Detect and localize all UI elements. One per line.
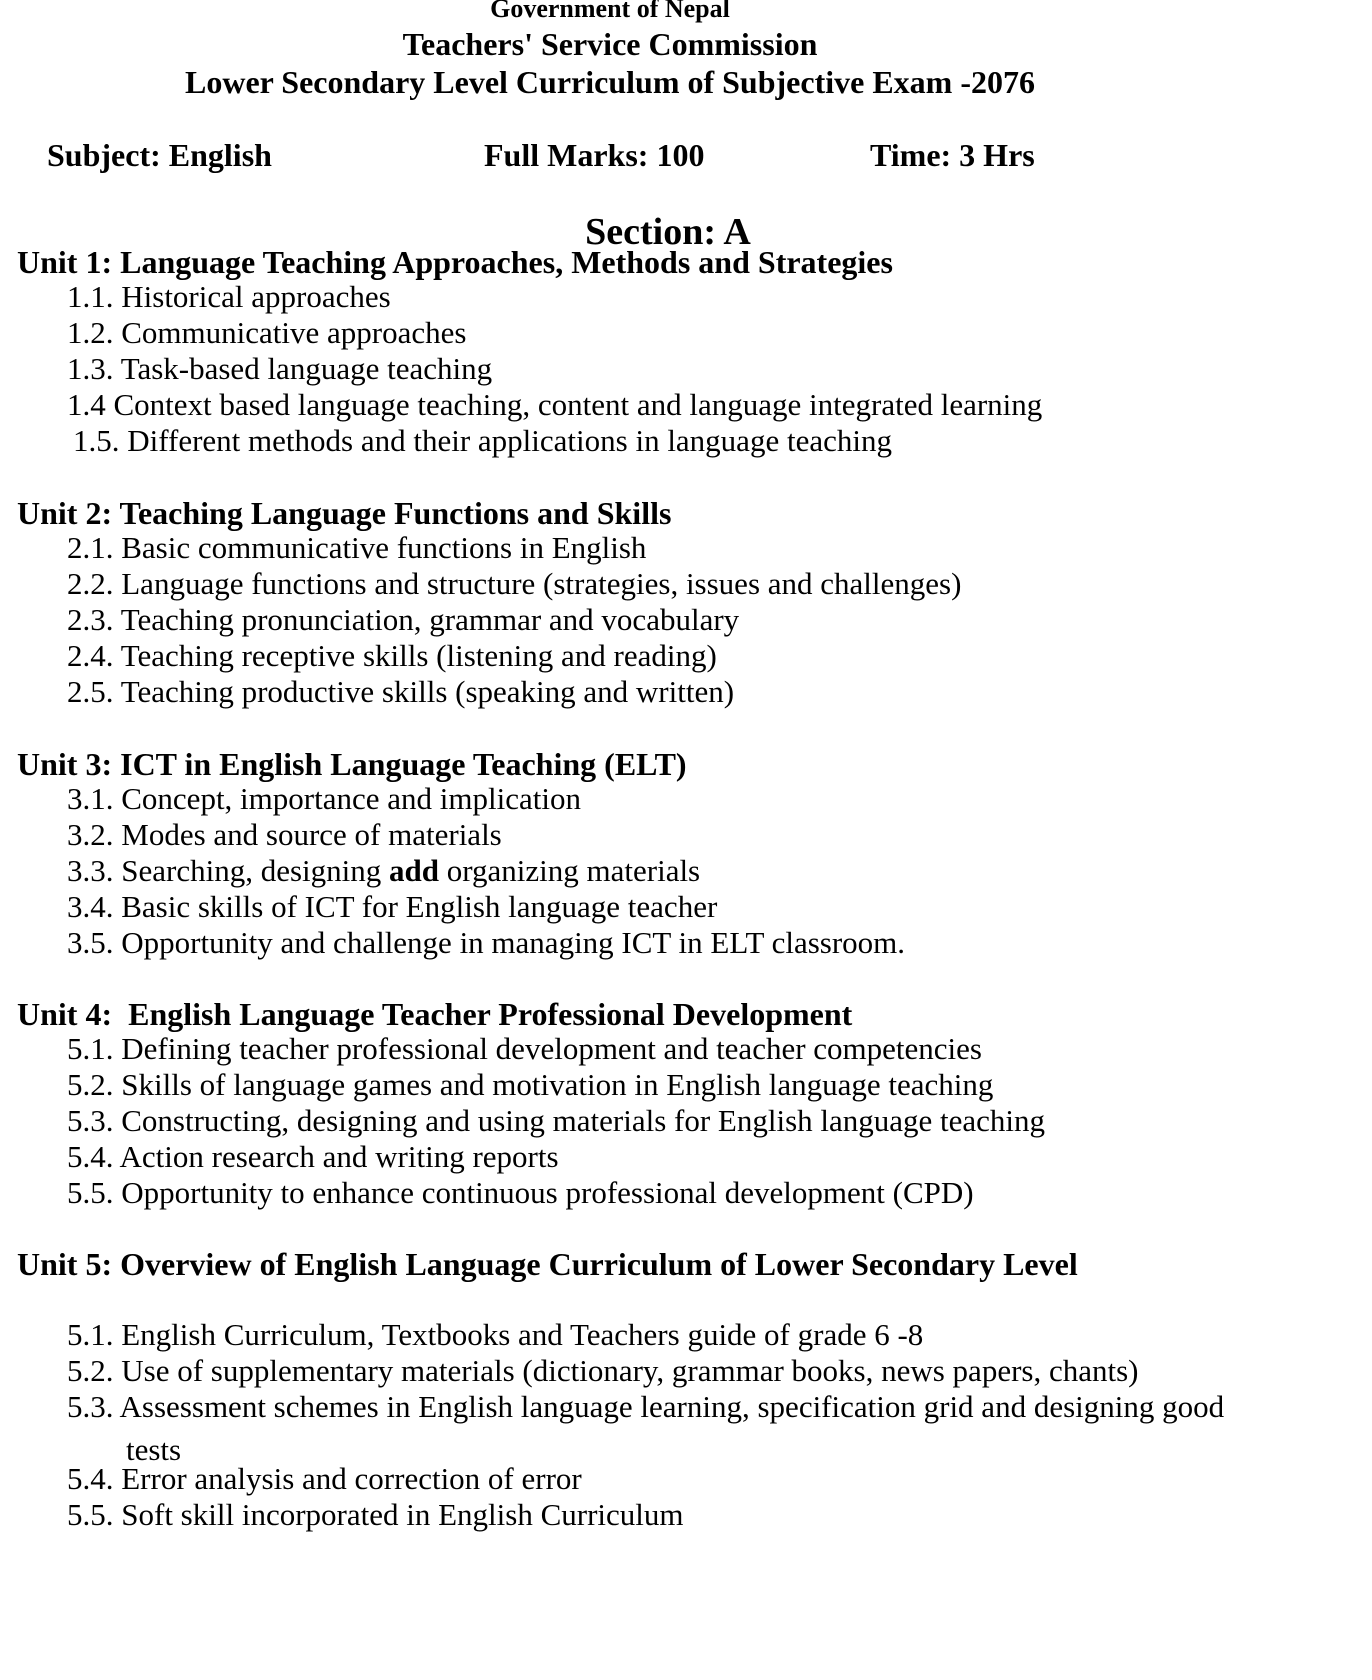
unit-3-title: Unit 3: ICT in English Language Teaching (ELT) (17, 746, 687, 782)
list-item: 2.5. Teaching productive skills (speaking and written) (67, 674, 735, 709)
unit-1-title: Unit 1: Language Teaching Approaches, Methods and Strategies (17, 244, 893, 280)
item-text-pre: 3.3. Searching, designing (67, 853, 390, 888)
list-item: 5.4. Error analysis and correction of error (67, 1461, 582, 1496)
commission-heading: Teachers' Service Commission (402, 26, 818, 62)
unit-4-title: Unit 4: English Language Teacher Professional Development (17, 996, 853, 1032)
list-item: 1.4 Context based language teaching, content and language integrated learning (67, 387, 1043, 422)
list-item: 3.2. Modes and source of materials (67, 817, 502, 852)
subject-label: Subject: English (47, 137, 272, 173)
list-item: 3.5. Opportunity and challenge in managing ICT in ELT classroom. (67, 925, 906, 960)
list-item (67, 852, 700, 890)
list-item-continuation: tests (126, 1432, 182, 1467)
list-item: 5.4. Action research and writing reports (67, 1139, 559, 1174)
list-item: 1.5. Different methods and their applications in language teaching (73, 423, 892, 458)
list-item: 5.5. Soft skill incorporated in English Curriculum (67, 1497, 684, 1532)
list-item: 5.5. Opportunity to enhance continuous professional development (CPD) (67, 1175, 974, 1210)
section-title: Section: A (585, 211, 751, 253)
curriculum-title: Lower Secondary Level Curriculum of Subjective Exam -2076 (185, 64, 1035, 100)
list-item: 5.1. English Curriculum, Textbooks and Teachers guide of grade 6 -8 (67, 1317, 924, 1352)
time-label: Time: 3 Hrs (870, 137, 1035, 173)
unit-5-title: Unit 5: Overview of English Language Curriculum of Lower Secondary Level (17, 1246, 1078, 1282)
list-item: 2.4. Teaching receptive skills (listening and reading) (67, 638, 717, 673)
item-text-bold: add (389, 853, 439, 888)
list-item: 1.2. Communicative approaches (67, 315, 467, 350)
list-item: 2.2. Language functions and structure (strategies, issues and challenges) (67, 566, 962, 601)
list-item: 2.3. Teaching pronunciation, grammar and vocabulary (67, 602, 740, 637)
item-text-post: organizing materials (439, 853, 701, 888)
list-item: 1.1. Historical approaches (67, 279, 391, 314)
list-item: 2.1. Basic communicative functions in English (67, 530, 647, 565)
list-item: 5.2. Use of supplementary materials (dictionary, grammar books, news papers, chants) (67, 1353, 1139, 1388)
list-item: 1.3. Task-based language teaching (67, 351, 493, 386)
list-item: 5.2. Skills of language games and motivation in English language teaching (67, 1067, 994, 1102)
government-heading: Government of Nepal (490, 0, 730, 23)
list-item: 5.1. Defining teacher professional development and teacher competencies (67, 1031, 982, 1066)
list-item: 3.1. Concept, importance and implication (67, 781, 581, 816)
list-item: 3.4. Basic skills of ICT for English language teacher (67, 889, 718, 924)
list-item: 5.3. Constructing, designing and using materials for English language teaching (67, 1103, 1046, 1138)
full-marks-label: Full Marks: 100 (484, 137, 705, 173)
unit-2-title: Unit 2: Teaching Language Functions and Skills (17, 495, 672, 531)
list-item: 5.3. Assessment schemes in English language learning, specification grid and designing good (67, 1389, 1225, 1424)
